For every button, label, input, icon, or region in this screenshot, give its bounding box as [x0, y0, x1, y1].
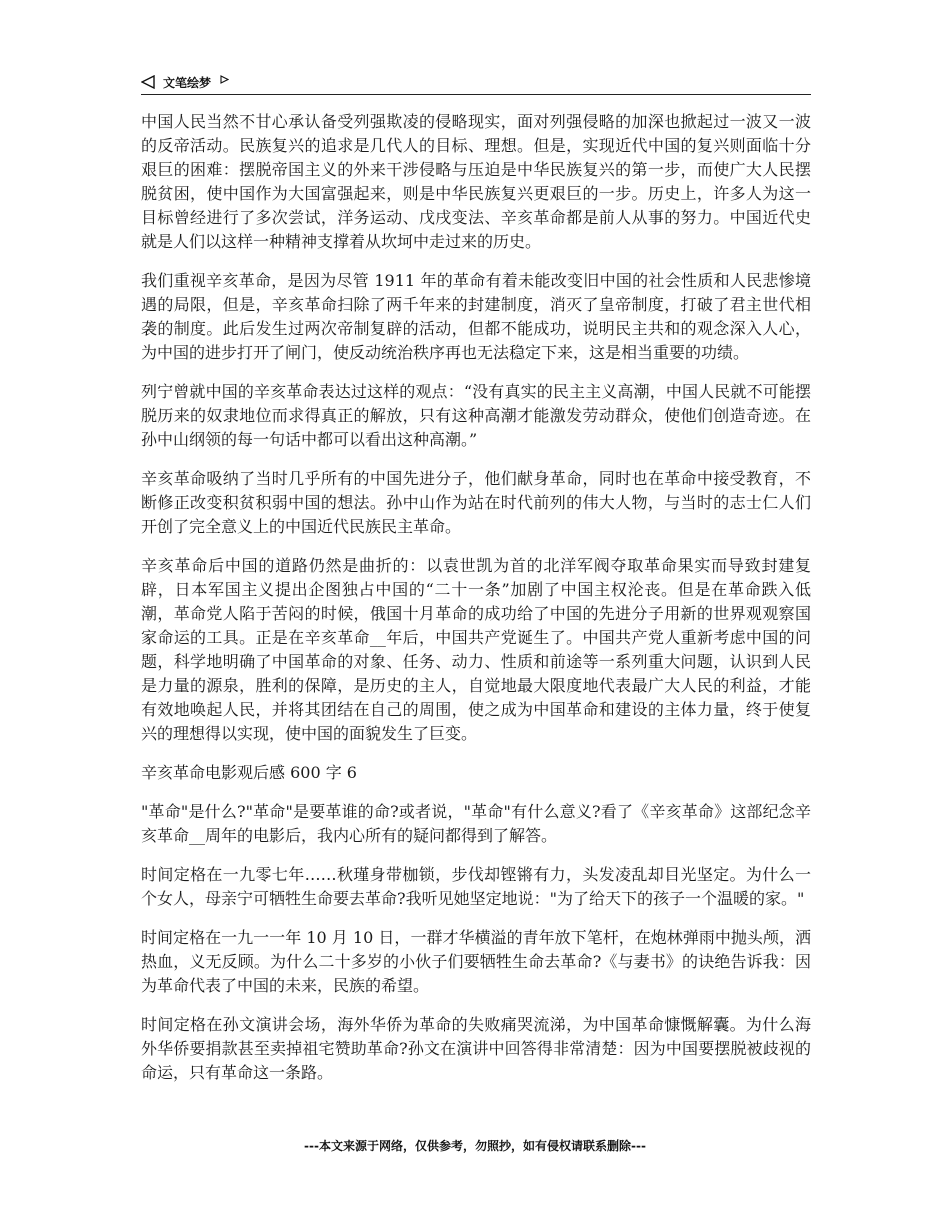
header-title: 文笔绘梦 [163, 75, 212, 90]
triangle-left-icon [141, 75, 155, 89]
paragraph: 辛亥革命吸纳了当时几乎所有的中国先进分子，他们献身革命，同时也在革命中接受教育，不断修正改变积贫积弱中国的想法。孙中山作为站在时代前列的伟大人物，与当时的志士仁人们开创了完全意义上的中国近代民族民主革命。 [141, 469, 811, 536]
paragraph: 我们重视辛亥革命，是因为尽管 1911 年的革命有着未能改变旧中国的社会性质和人民悲惨境遇的局限，但是，辛亥革命扫除了两千年来的封建制度，消灭了皇帝制度，打破了君主世代相袭的制度。此后发生过两次帝制复辟的活动，但都不能成功，说明民主共和的观念深入人心，为中国的进步打开了闸门，使反动统治秩序再也无法稳定下来，这是相当重要的功绩。 [141, 271, 811, 362]
paragraph: 列宁曾就中国的辛亥革命表达过这样的观点：“没有真实的民主主义高潮，中国人民就不可能摆脱历来的奴隶地位而求得真正的解放，只有这种高潮才能激发劳动群众，使他们创造奇迹。在孙中山纲领的每一句话中都可以看出这种高潮。” [141, 382, 811, 449]
page-header [141, 70, 811, 95]
paragraph: "革命"是什么?"革命"是要革谁的命?或者说，"革命"有什么意义?看了《辛亥革命》这部纪念辛亥革命__周年的电影后，我内心所有的疑问都得到了解答。 [141, 802, 811, 845]
paragraph: 辛亥革命后中国的道路仍然是曲折的：以袁世凯为首的北洋军阀夺取革命果实而导致封建复辟，日本军国主义提出企图独占中国的“二十一条”加剧了中国主权沦丧。但是在革命跌入低潮，革命党人陷于苦闷的时候，俄国十月革命的成功给了中国的先进分子用新的世界观观察国家命运的工具。正是在辛亥革命__年后，中国共产党诞生了。中国共产党人重新考虑中国的问题，科学地明确了中国革命的对象、任务、动力、性质和前途等一系列重大问题，认识到人民是力量的源泉，胜利的保障，是历史的主人，自觉地最大限度地代表最广大人民的利益，才能有效地唤起人民，并将其团结在自己的周围，使之成为中国革命和建设的主体力量，终于使复兴的理想得以实现，使中国的面貌发生了巨变。 [141, 556, 811, 743]
paragraph: 时间定格在一九一一年 10 月 10 日，一群才华横溢的青年放下笔杆，在炮林弹雨中抛头颅，洒热血，义无反顾。为什么二十多岁的小伙子们要牺牲生命去革命?《与妻书》的诀绝告诉我：因为革命代表了中国的未来，民族的希望。 [141, 928, 811, 995]
triangle-right-icon [220, 75, 229, 84]
section-heading: 辛亥革命电影观后感 600 字 6 [141, 763, 357, 782]
paragraph: 时间定格在孙文演讲会场，海外华侨为革命的失败痛哭流涕，为中国革命慷慨解囊。为什么海外华侨要捐款甚至卖掉祖宅赞助革命?孙文在演讲中回答得非常清楚：因为中国要摆脱被歧视的命运，只有革命这一条路。 [141, 1015, 811, 1082]
article-body [141, 110, 811, 1100]
page-footer: ---本文来源于网络，仅供参考，勿照抄，如有侵权请联系删除--- [304, 1139, 646, 1153]
paragraph: 时间定格在一九零七年……秋瑾身带枷锁，步伐却铿锵有力，头发凌乱却目光坚定。为什么一个女人，母亲宁可牺牲生命要去革命?我听见她坚定地说："为了给天下的孩子一个温暖的家。" [141, 865, 811, 908]
paragraph: 中国人民当然不甘心承认备受列强欺凌的侵略现实，面对列强侵略的加深也掀起过一波又一波的反帝活动。民族复兴的追求是几代人的目标、理想。但是，实现近代中国的复兴则面临十分艰巨的困难：摆脱帝国主义的外来干涉侵略与压迫是中华民族复兴的第一步，而使广大人民摆脱贫困，使中国作为大国富强起来，则是中华民族复兴更艰巨的一步。历史上，许多人为这一目标曾经进行了多次尝试，洋务运动、戊戌变法、辛亥革命都是前人从事的努力。中国近代史就是人们以这样一种精神支撑着从坎坷中走过来的历史。 [141, 112, 811, 251]
